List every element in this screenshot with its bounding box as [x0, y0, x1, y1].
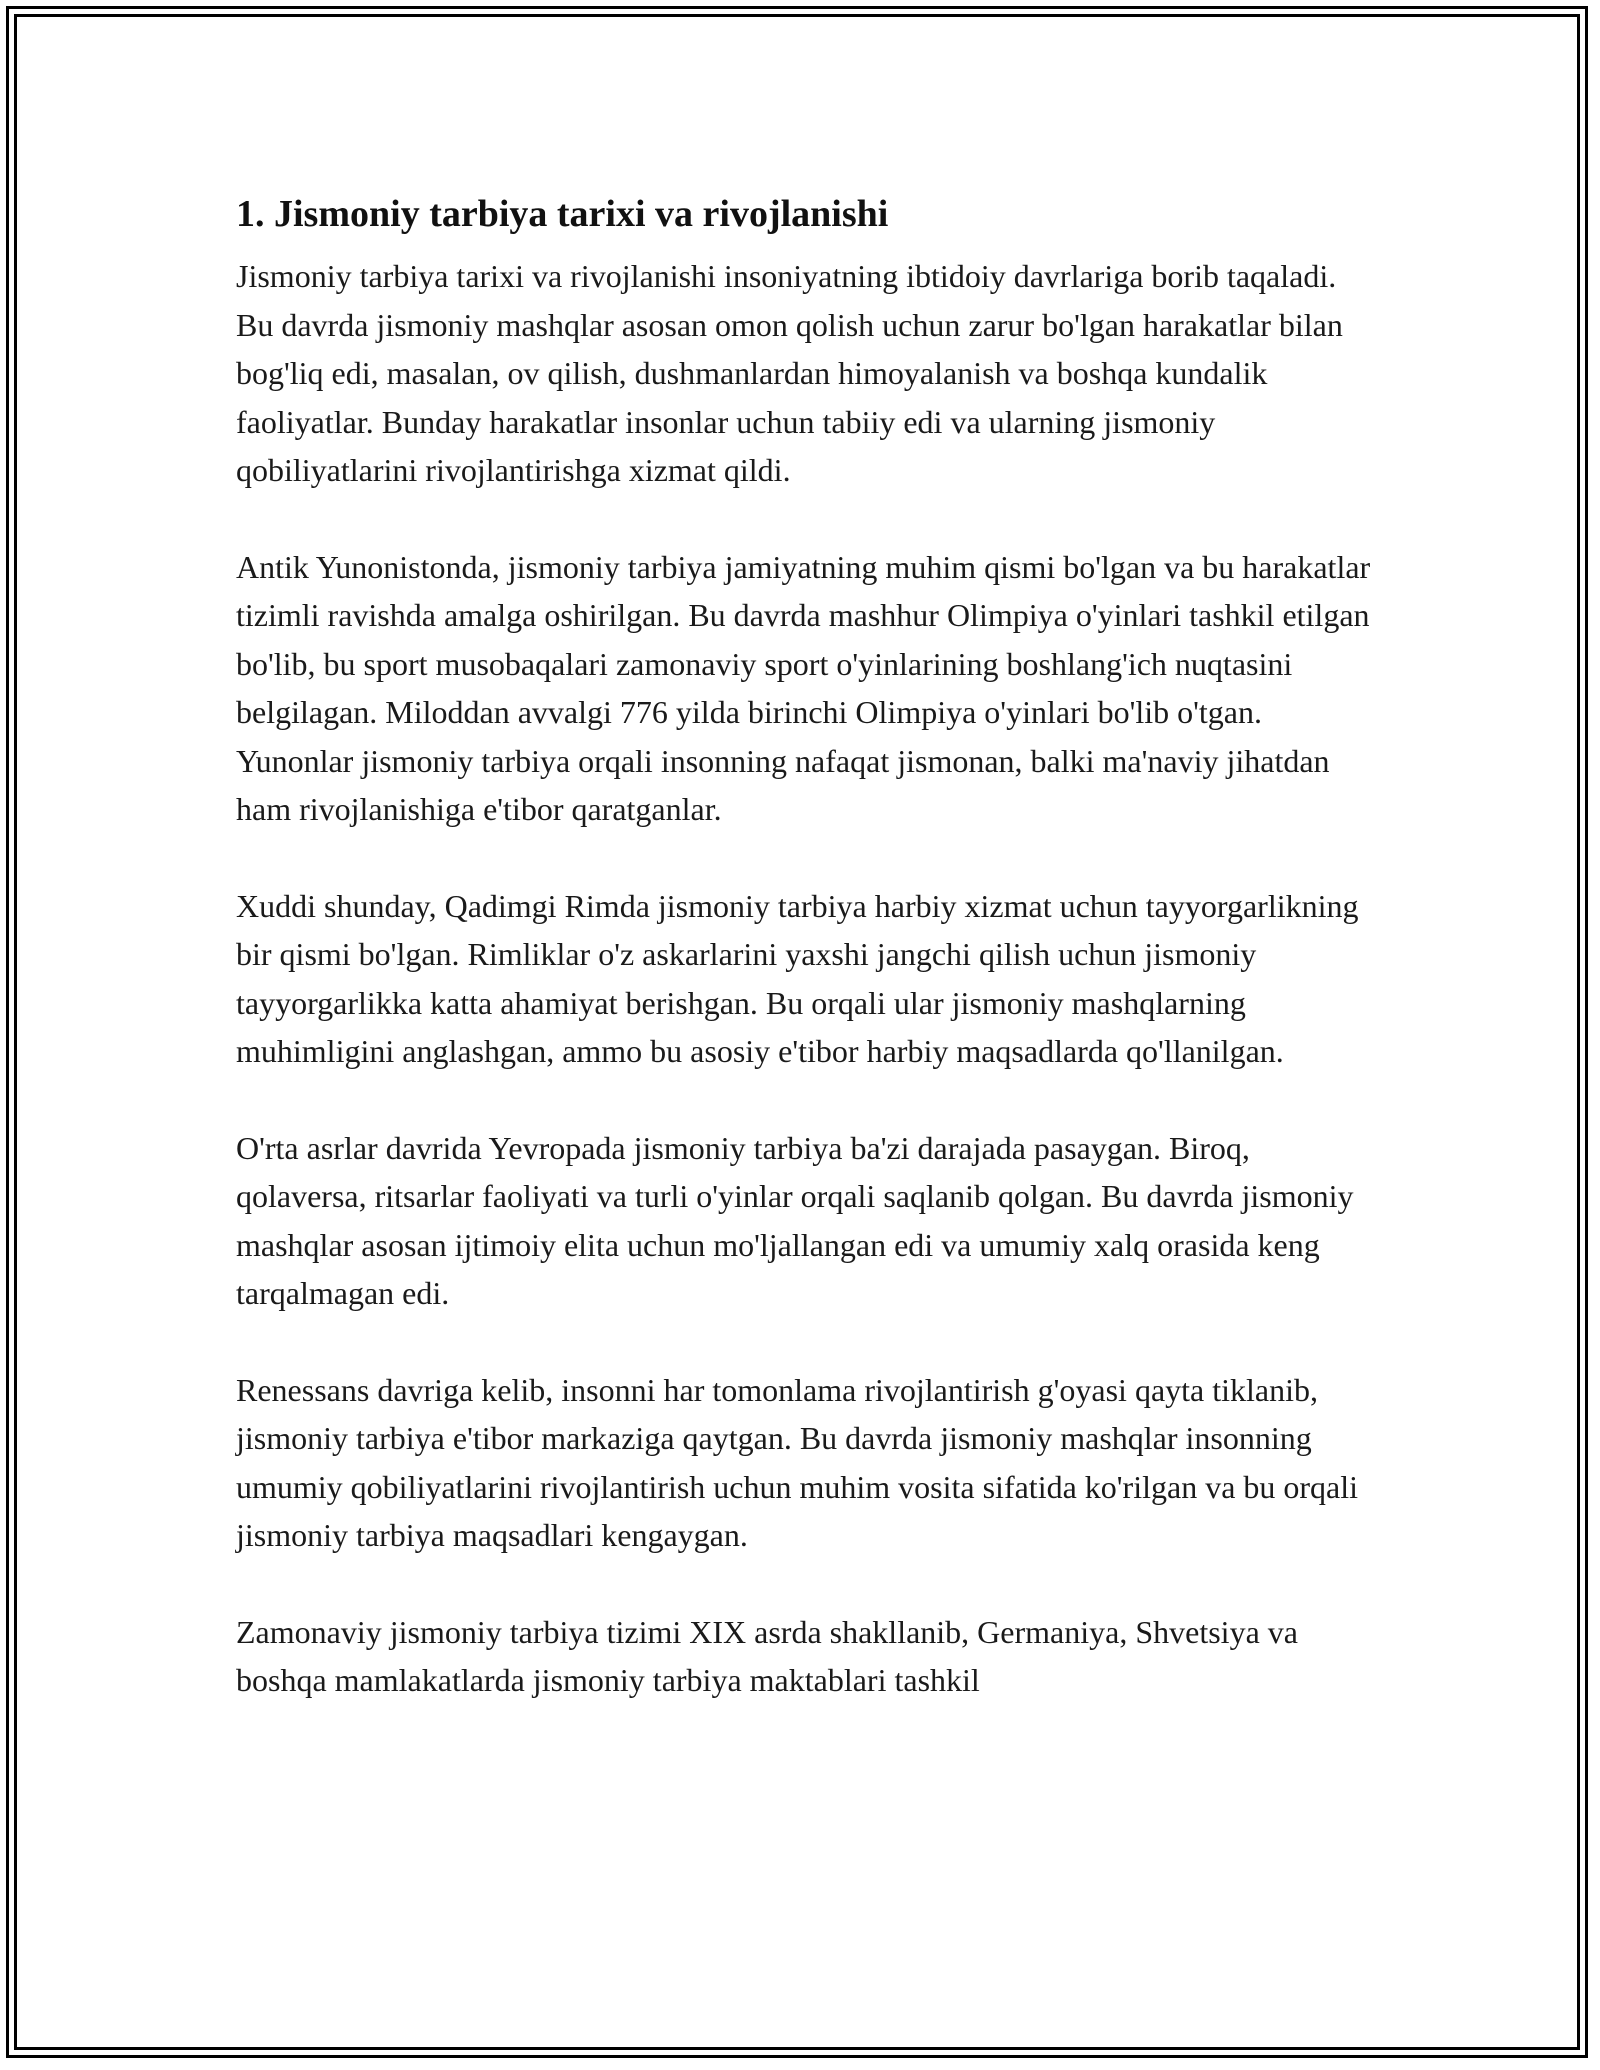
paragraph-renaissance: Renessans davriga kelib, insonni har tomonlama rivojlantirish g'oyasi qayta tiklanib, jismoniy tarbiya e'tibor markaziga qaytgan. Bu davrda jismoniy mashqlar insonning umumiy qobiliyatlarini rivojlantirish uchun muhim vosita sifatida ko'rilgan va bu orqali jismoniy tarbiya maqsadlari kengaygan.	[236, 1371, 1359, 1553]
paragraph-ancient-rome: Xuddi shunday, Qadimgi Rimda jismoniy tarbiya harbiy xizmat uchun tayyorgarlikning bir qismi bo'lgan. Rimliklar o'z askarlarini yaxshi jangchi qilish uchun jismoniy tayyorgarlikka katta ahamiyat berishgan. Bu orqali ular jismoniy mashqlarning muhimligini anglashgan, ammo bu asosiy e'tibor harbiy maqsadlarda qo'llanilgan.	[236, 887, 1359, 1069]
paragraph-primitive-era: Jismoniy tarbiya tarixi va rivojlanishi insoniyatning ibtidoiy davrlariga borib taqaladi. Bu davrda jismoniy mashqlar asosan omon qolish uchun zarur bo'lgan harakatlar bilan bog'liq edi, masalan, ov qilish, dushmanlardan himoyalanish va boshqa kundalik faoliyatlar. Bunday harakatlar insonlar uchun tabiiy edi va ularning jismoniy qobiliyatlarini rivojlantirishga xizmat qildi.	[236, 258, 1343, 488]
section-heading: 1. Jismoniy tarbiya tarixi va rivojlanishi	[236, 193, 889, 235]
paragraph-modern-era: Zamonaviy jismoniy tarbiya tizimi XIX asrda shakllanib, Germaniya, Shvetsiya va boshqa mamlakatlarda jismoniy tarbiya maktablari tashkil	[236, 1613, 1298, 1698]
paragraph-middle-ages: O'rta asrlar davrida Yevropada jismoniy tarbiya ba'zi darajada pasaygan. Biroq, qolaversa, ritsarlar faoliyati va turli o'yinlar orqali saqlanib qolgan. Bu davrda jismoniy mashqlar asosan ijtimoiy elita uchun mo'ljallangan edi va umumiy xalq orasida keng tarqalmagan edi.	[236, 1129, 1354, 1311]
paragraph-ancient-greece: Antik Yunonistonda, jismoniy tarbiya jamiyatning muhim qismi bo'lgan va bu harakatlar tizimli ravishda amalga oshirilgan. Bu davrda mashhur Olimpiya o'yinlari tashkil etilgan bo'lib, bu sport musobaqalari zamonaviy sport o'yinlarining boshlang'ich nuqtasini belgilagan. Miloddan avvalgi 776 yilda birinchi Olimpiya o'yinlari bo'lib o'tgan. Yunonlar jismoniy tarbiya orqali insonning nafaqat jismonan, balki ma'naviy jihatdan ham rivojlanishiga e'tibor qaratganlar.	[236, 548, 1371, 827]
document-body	[236, 188, 1376, 1753]
